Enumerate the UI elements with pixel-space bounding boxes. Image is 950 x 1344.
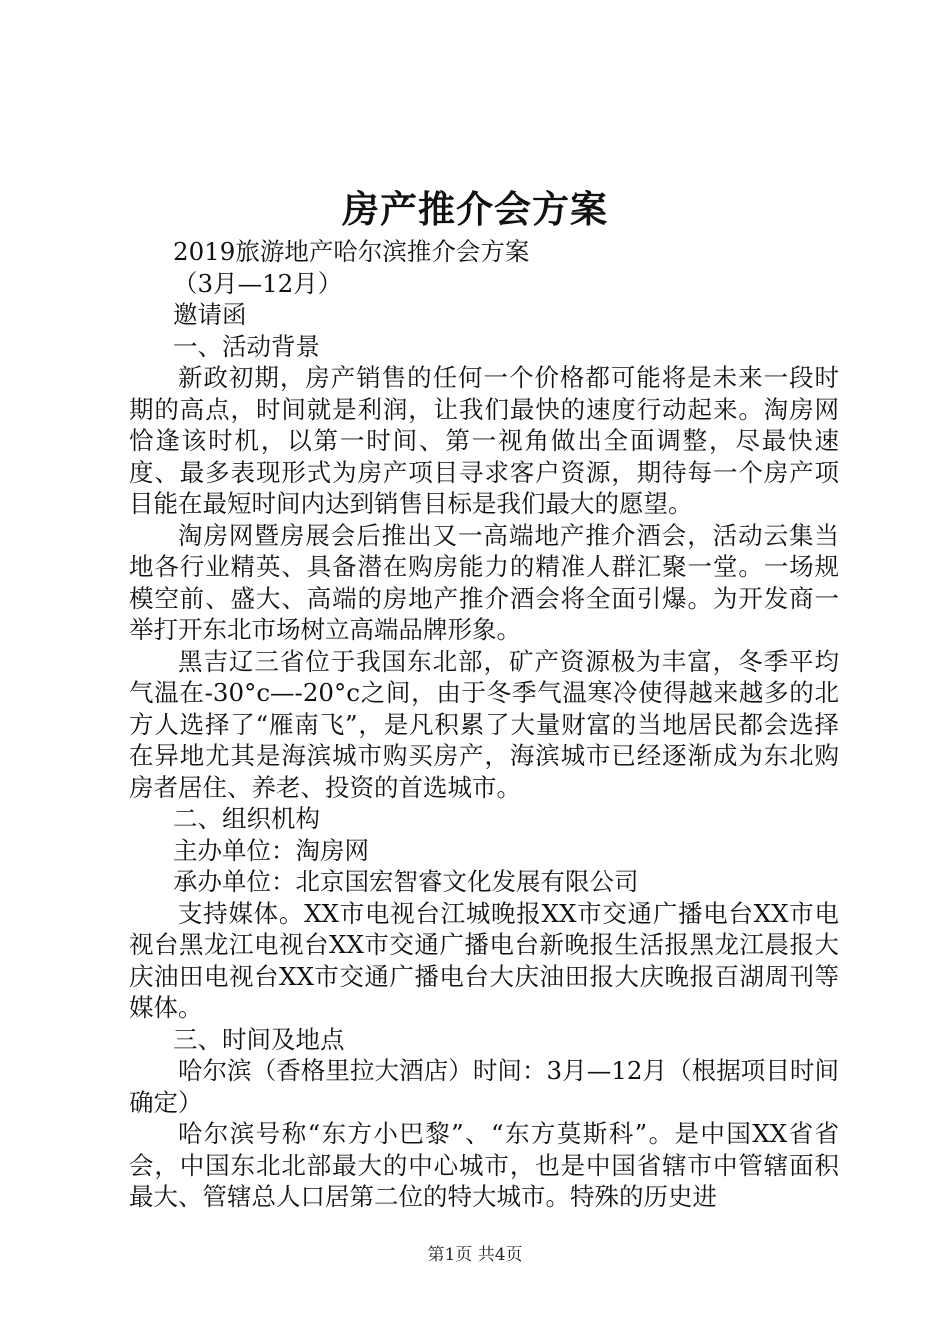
section-heading-time-place: 三、时间及地点	[173, 1024, 345, 1054]
paragraph-background-3: 黑吉辽三省位于我国东北部，矿产资源极为丰富，冬季平均气温在-30°c—-20°c之间，由于冬季气温寒冷使得越来越多的北方人选择了“雁南飞”，是凡积累了大量财富的当地居民都会选择在异地尤其是海滨城市购买房产，海滨城市已经逐渐成为东北购房者居住、养老、投资的首选城市。	[129, 646, 839, 802]
venue-paragraph: 哈尔滨（香格里拉大酒店）时间：3月—12月（根据项目时间确定）	[129, 1056, 839, 1117]
section-heading-background: 一、活动背景	[173, 331, 320, 361]
paragraph-background-1: 新政初期，房产销售的任何一个价格都可能将是未来一段时期的高点，时间就是利润，让我们最快的速度行动起来。淘房网恰逢该时机，以第一时间、第一视角做出全面调整，尽最快速度、最多表现形式为房产项目寻求客户资源，期待每一个房产项目能在最短时间内达到销售目标是我们最大的愿望。	[129, 363, 839, 518]
paragraph-background-2: 淘房网暨房展会后推出又一高端地产推介酒会，活动云集当地各行业精英、具备潜在购房能力的精准人群汇聚一堂。一场规模空前、盛大、高端的房地产推介酒会将全面引爆。为开发商一举打开东北市场树立高端品牌形象。	[129, 520, 839, 644]
date-range-line: （3月—12月）	[173, 268, 343, 298]
media-paragraph: 支持媒体。XX市电视台江城晚报XX市交通广播电台XX市电视台黑龙江电视台XX市交通广播电台新晚报生活报黑龙江晨报大庆油田电视台XX市交通广播电台大庆油田报大庆晚报百湖周刊等媒体。	[129, 898, 839, 1022]
invitation-line: 邀请函	[173, 300, 247, 329]
document-title: 房产推介会方案	[342, 187, 608, 231]
document-body	[129, 236, 839, 1213]
subtitle-line: 2019旅游地产哈尔滨推介会方案	[173, 237, 530, 266]
host-line: 主办单位：淘房网	[173, 835, 369, 865]
page-footer: 第1页 共4页	[427, 1245, 523, 1265]
harbin-intro-paragraph: 哈尔滨号称“东方小巴黎”、“东方莫斯科”。是中国XX省省会，中国东北北部最大的中心城市，也是中国省辖市中管辖面积最大、管辖总人口居第二位的特大城市。特殊的历史进	[129, 1119, 839, 1211]
section-heading-organization: 二、组织机构	[173, 804, 320, 833]
organizer-line: 承办单位：北京国宏智睿文化发展有限公司	[173, 867, 639, 896]
